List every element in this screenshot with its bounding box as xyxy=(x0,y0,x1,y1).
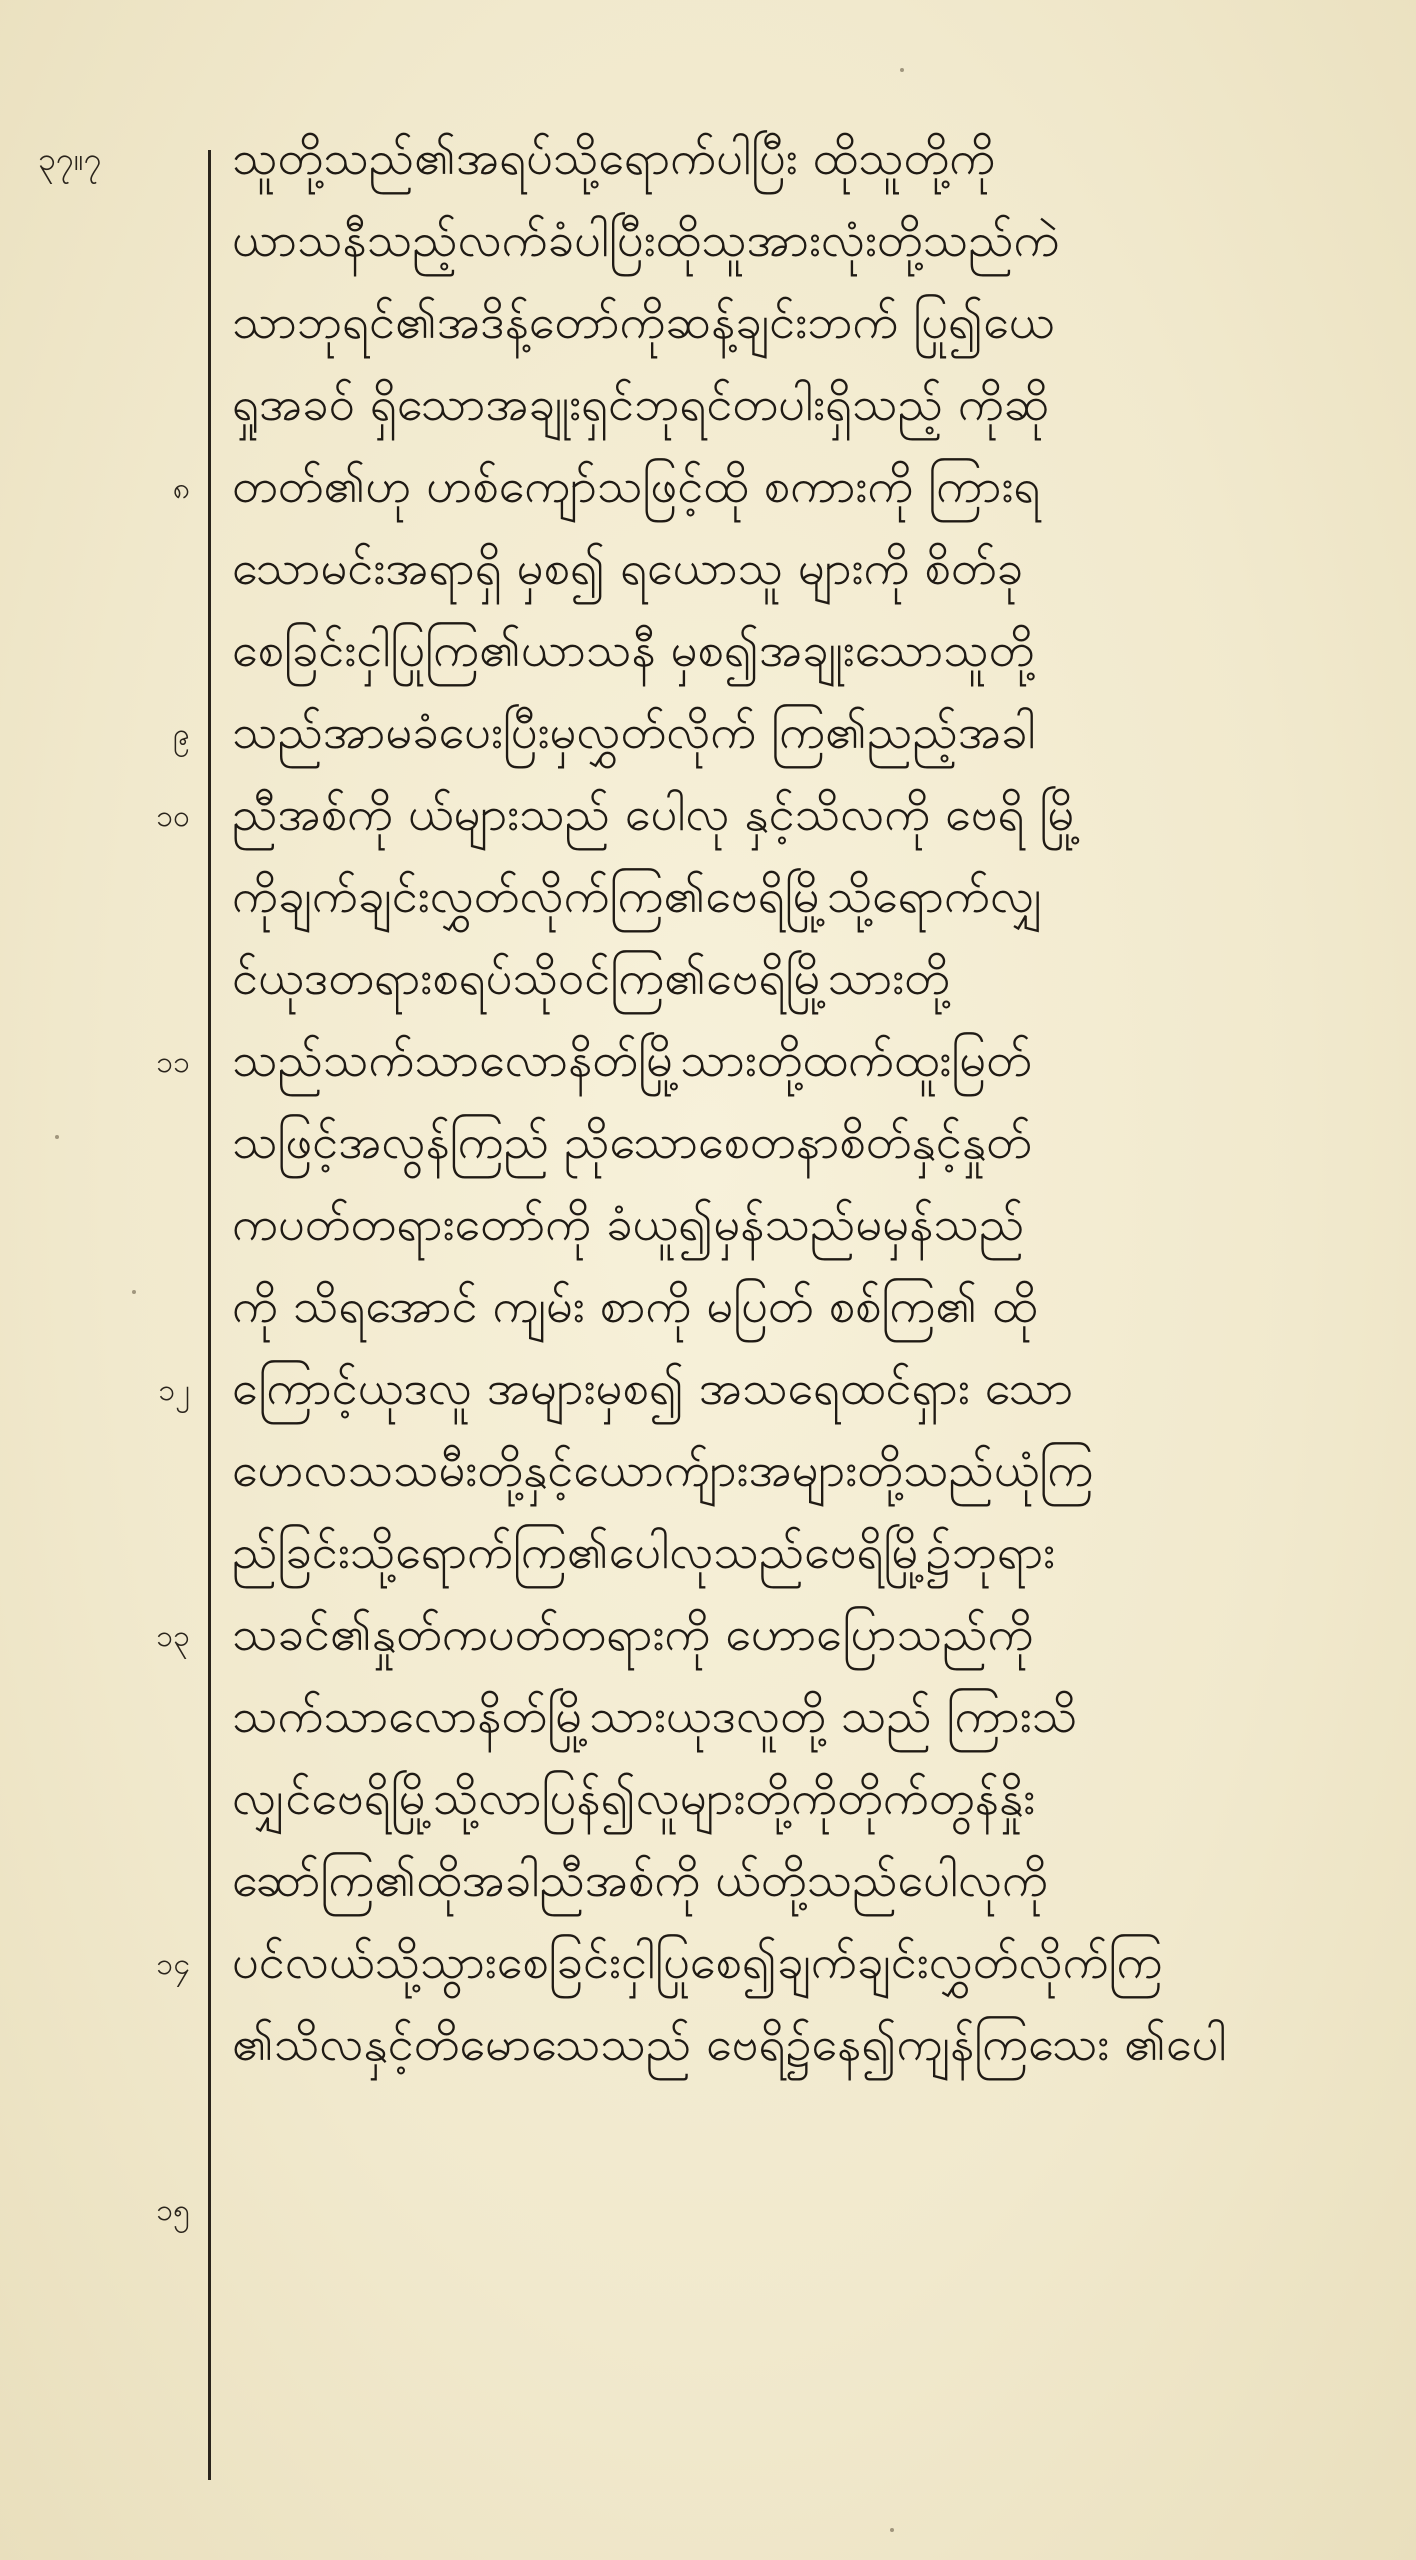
text-line: သက်သာလောနိတ်မြို့သားယုဒလူတို့ သည် ကြားသိ xyxy=(232,1689,1078,1744)
text-line: သည်အာမခံပေးပြီးမှလွှတ်လိုက် ကြ၏ညည့်အခါ xyxy=(232,705,1036,760)
text-line: သည်သက်သာလောနိတ်မြို့သားတို့ထက်ထူးမြတ် xyxy=(232,1033,1032,1088)
text-line: စေခြင်းငှါပြုကြ၏ယာသနီ မှစ၍အချုးသောသူတို့ xyxy=(232,623,1035,678)
text-line: ကြောင့်ယုဒလူ အများမှစ၍ အသရေထင်ရှား သော xyxy=(232,1361,1074,1416)
text-line: ကပတ်တရားတော်ကို ခံယူ၍မှန်သည်မမှန်သည် xyxy=(232,1197,1025,1252)
text-line: ဟေလသသမီးတို့နှင့်ယောက်ျားအများတို့သည်ယုံကြ xyxy=(232,1443,1094,1498)
text-line: သခင်၏နှုတ်ကပတ်တရားကို ဟောပြောသည်ကို xyxy=(232,1607,1034,1662)
paper-speck xyxy=(900,68,904,72)
body-text xyxy=(232,118,1382,2086)
text-line: ယာသနီသည့်လက်ခံပါပြီးထိုသူအားလုံးတို့သည်ကဲ xyxy=(232,213,1060,268)
paper-speck xyxy=(55,1135,59,1139)
text-line: လျှင်ဗေရိမြို့သို့လာပြန်၍လူများတို့ကိုတိုက်တွန်နှိုး xyxy=(232,1771,1036,1826)
text-line: သာဘုရင်၏အဒိန့်တော်ကိုဆန့်ချင်းဘက် ပြု၍ယေ xyxy=(232,295,1055,350)
verse-number: ၁၂ xyxy=(158,1373,190,1408)
verse-number: ၁၄ xyxy=(156,1947,190,1982)
paper-speck xyxy=(132,1290,136,1294)
verse-number: ၈ xyxy=(172,471,190,506)
text-line: ရှုအခဝ် ရှိသောအချုးရှင်ဘုရင်တပါးရှိသည့် ကိုဆို xyxy=(232,377,1050,432)
paper-speck xyxy=(890,2528,894,2532)
text-line: တတ်၏ဟု ဟစ်ကျော်သဖြင့်ထို စကားကို ကြားရ xyxy=(232,459,1041,514)
text-line: ကိုချက်ချင်းလွှတ်လိုက်ကြ၏ဗေရိမြို့သို့ရောက်လျှ xyxy=(232,869,1044,924)
text-line: ဆော်ကြ၏ထိုအခါညီအစ်ကို ယ်တို့သည်ပေါလုကို xyxy=(232,1853,1049,1908)
text-line: ၏သိလနှင့်တိမောသေသည် ဗေရိ၌နေ၍ကျန်ကြသေး ၏ပေါ xyxy=(232,2017,1227,2072)
text-line: သောမင်းအရာရှိ မှစ၍ ရယောသူ များကို စိတ်ခု xyxy=(232,541,1024,596)
page-number: ၃၇။၇ xyxy=(38,140,102,178)
text-line: ကို သိရအောင် ကျမ်း စာကို မပြတ် စစ်ကြ၏ ထို xyxy=(232,1279,1038,1334)
text-line: သူတို့သည်၏အရပ်သို့ရောက်ပါပြီး ထိုသူတို့ကို xyxy=(232,131,996,186)
margin-rule xyxy=(208,150,211,2480)
verse-number: ၉ xyxy=(173,717,190,752)
verse-number: ၁၅ xyxy=(156,2193,190,2228)
verse-number: ၁၃ xyxy=(156,1619,190,1654)
text-line: င်ယုဒတရားစရပ်သိုဝင်ကြ၏ဗေရိမြို့သားတို့ xyxy=(232,951,950,1006)
text-line: ည်ခြင်းသို့ရောက်ကြ၏ပေါလုသည်ဗေရိမြို့၌ဘုရား xyxy=(232,1525,1056,1580)
verse-number: ၁၀ xyxy=(156,799,190,834)
text-line: ပင်လယ်သို့သွားစေခြင်းငှါပြုစေ၍ချက်ချင်းလွှတ်လိုက်ကြ xyxy=(232,1935,1163,1990)
text-line: ညီအစ်ကို ယ်များသည် ပေါလု နှင့်သိလကို ဗေရိ မြို့ xyxy=(232,787,1082,842)
verse-number: ၁၁ xyxy=(156,1045,190,1080)
text-line: သဖြင့်အလွန်ကြည် ညိုသောစေတနာစိတ်နှင့်နှုတ် xyxy=(232,1115,1032,1170)
